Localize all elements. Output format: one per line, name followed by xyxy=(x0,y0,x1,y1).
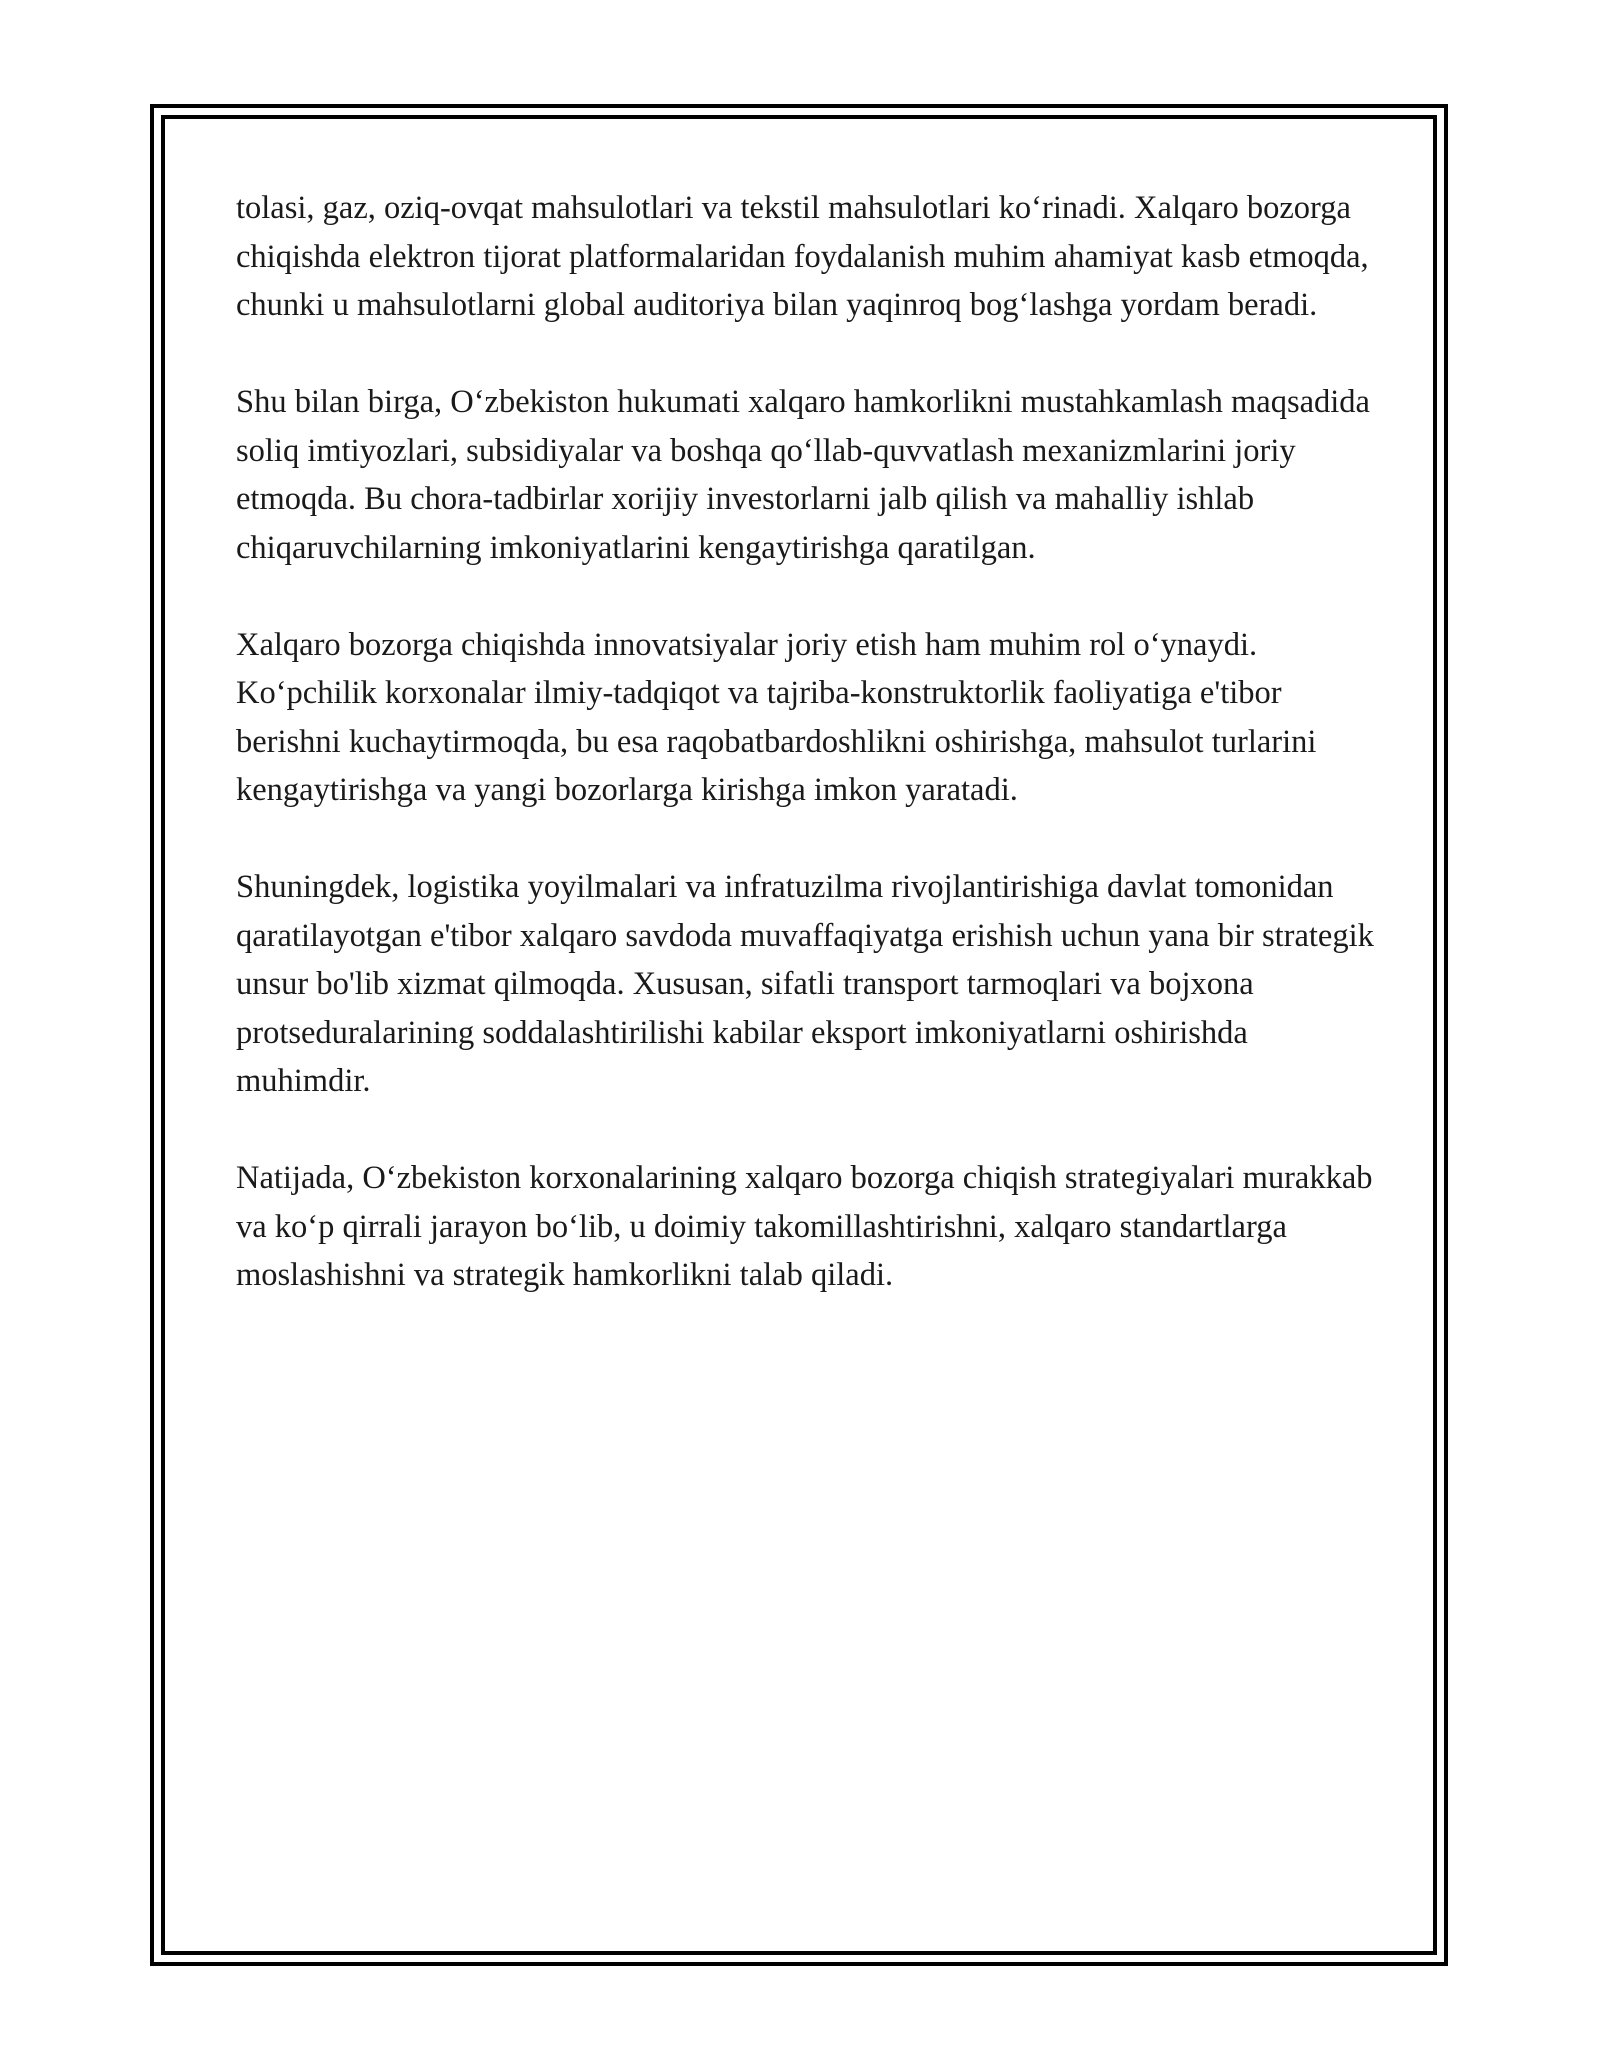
paragraph: Shuningdek, logistika yoyilmalari va infratuzilma rivojlantirishiga davlat tomonidan qaratilayotgan e'tibor xalqaro savdoda muvaffaqiyatga erishish uchun yana bir strategik unsur bo'lib xizmat qilmoqda. Xususan, sifatli transport tarmoqlari va bojxona protseduralarining soddalashtirilishi kabilar eksport imkoniyatlarni oshirishda muhimdir. xyxy=(236,869,1374,1099)
paragraph: Shu bilan birga, O‘zbekiston hukumati xalqaro hamkorlikni mustahkamlash maqsadida soliq imtiyozlari, subsidiyalar va boshqa qo‘llab-quvvatlash mexanizmlarini joriy etmoqda. Bu chora-tadbirlar xorijiy investorlarni jalb qilish va mahalliy ishlab chiqaruvchilarning imkoniyatlarini kengaytirishga qaratilgan. xyxy=(236,384,1370,566)
paragraph: Natijada, O‘zbekiston korxonalarining xalqaro bozorga chiqish strategiyalari murakkab va ko‘p qirrali jarayon bo‘lib, u doimiy takomillashtirishni, xalqaro standartlarga moslashishni va strategik hamkorlikni talab qiladi. xyxy=(236,1160,1373,1293)
paragraph: Xalqaro bozorga chiqishda innovatsiyalar joriy etish ham muhim rol o‘ynaydi. Ko‘pchilik korxonalar ilmiy-tadqiqot va tajriba-konstruktorlik faoliyatiga e'tibor berishni kuchaytirmoqda, bu esa raqobatbardoshlikni oshirishga, mahsulot turlarini kengaytirishga va yangi bozorlarga kirishga imkon yaratadi. xyxy=(236,626,1317,808)
document-body xyxy=(236,184,1386,1348)
paragraph: tolasi, gaz, oziq-ovqat mahsulotlari va tekstil mahsulotlari ko‘rinadi. Xalqaro bozorga chiqishda elektron tijorat platformalaridan foydalanish muhim ahamiyat kasb etmoqda, chunki u mahsulotlarni global auditoriya bilan yaqinroq bog‘lashga yordam beradi. xyxy=(236,190,1369,323)
